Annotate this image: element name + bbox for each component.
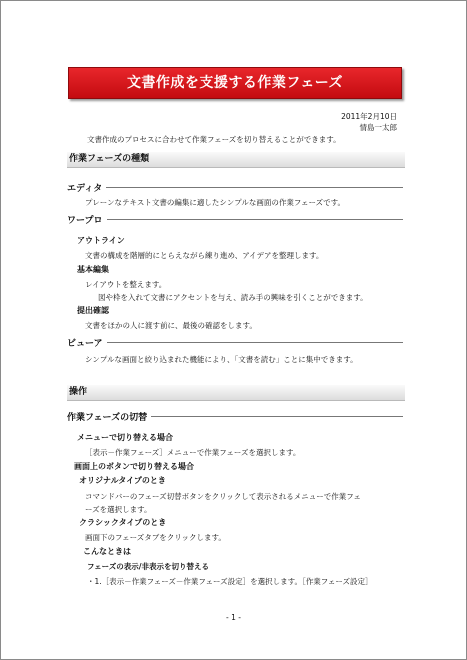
document-date: 2011年2月10日 [341,112,397,121]
heading-button-switch: 画面上のボタンで切り替える場合 [74,461,194,471]
original-type-text-1: コマンドバーのフェーズ切替ボタンをクリックして表示されるメニューで作業フェ [85,492,361,501]
section-heading-operation: 操作 [67,385,405,401]
tips-subheading: フェーズの表示/非表示を切り替える [87,562,209,571]
tips-list-item: ・1.［表示－作業フェーズ－作業フェーズ設定］を選択します。［作業フェーズ設定］ [87,577,373,586]
heading-rule [106,187,403,188]
heading-phase-switch [67,410,403,422]
heading-outline: アウトライン [77,235,125,245]
outline-text: 文書の構成を階層的にとらえながら練り進め、アイデアを整理します。 [85,251,324,260]
heading-tips: こんなときは [83,546,131,556]
heading-editor [67,181,403,193]
basic-edit-text-2: 図や枠を入れて文書にアクセントを与え、読み手の興味を引くことができます。 [98,293,368,302]
document-title: 文書作成を支援する作業フェーズ [68,67,402,99]
heading-menu-switch: メニューで切り替える場合 [77,432,173,442]
heading-editor-label: エディタ [67,183,103,194]
heading-submit-check: 提出確認 [77,305,109,315]
submit-check-text: 文書をほかの人に渡す前に、最後の確認をします。 [85,321,257,330]
heading-phase-switch-label: 作業フェーズの切替 [67,412,148,423]
page-number: - 1 - [226,613,241,622]
heading-viewer-label: ビューア [67,338,103,349]
viewer-text: シンプルな画面と絞り込まれた機能により、「文書を読む」ことに集中できます。 [85,355,358,364]
heading-original-type: オリジナルタイプのとき [79,475,166,485]
editor-text: プレーンなテキスト文書の編集に適したシンプルな画面の作業フェーズです。 [85,198,346,207]
intro-text: 文書作成のプロセスに合わせて作業フェーズを切り替えることができます。 [87,135,341,144]
heading-rule [107,219,403,220]
section-heading-types: 作業フェーズの種類 [67,152,405,168]
basic-edit-text-1: レイアウトを整えます。 [85,280,167,289]
menu-switch-text: ［表示－作業フェーズ］メニューで作業フェーズを選択します。 [85,448,301,457]
classic-type-text: 画面下のフェーズタブをクリックします。 [85,533,226,542]
heading-wapro [67,213,403,225]
original-type-text-2: ーズを選択します。 [85,505,152,514]
heading-basic-edit: 基本編集 [77,264,109,274]
heading-rule [151,416,403,417]
heading-viewer [67,336,403,348]
heading-rule [107,342,403,343]
heading-classic-type: クラシックタイプのとき [79,517,167,527]
document-author: 情島一太郎 [359,123,397,132]
heading-wapro-label: ワープロ [67,215,103,226]
